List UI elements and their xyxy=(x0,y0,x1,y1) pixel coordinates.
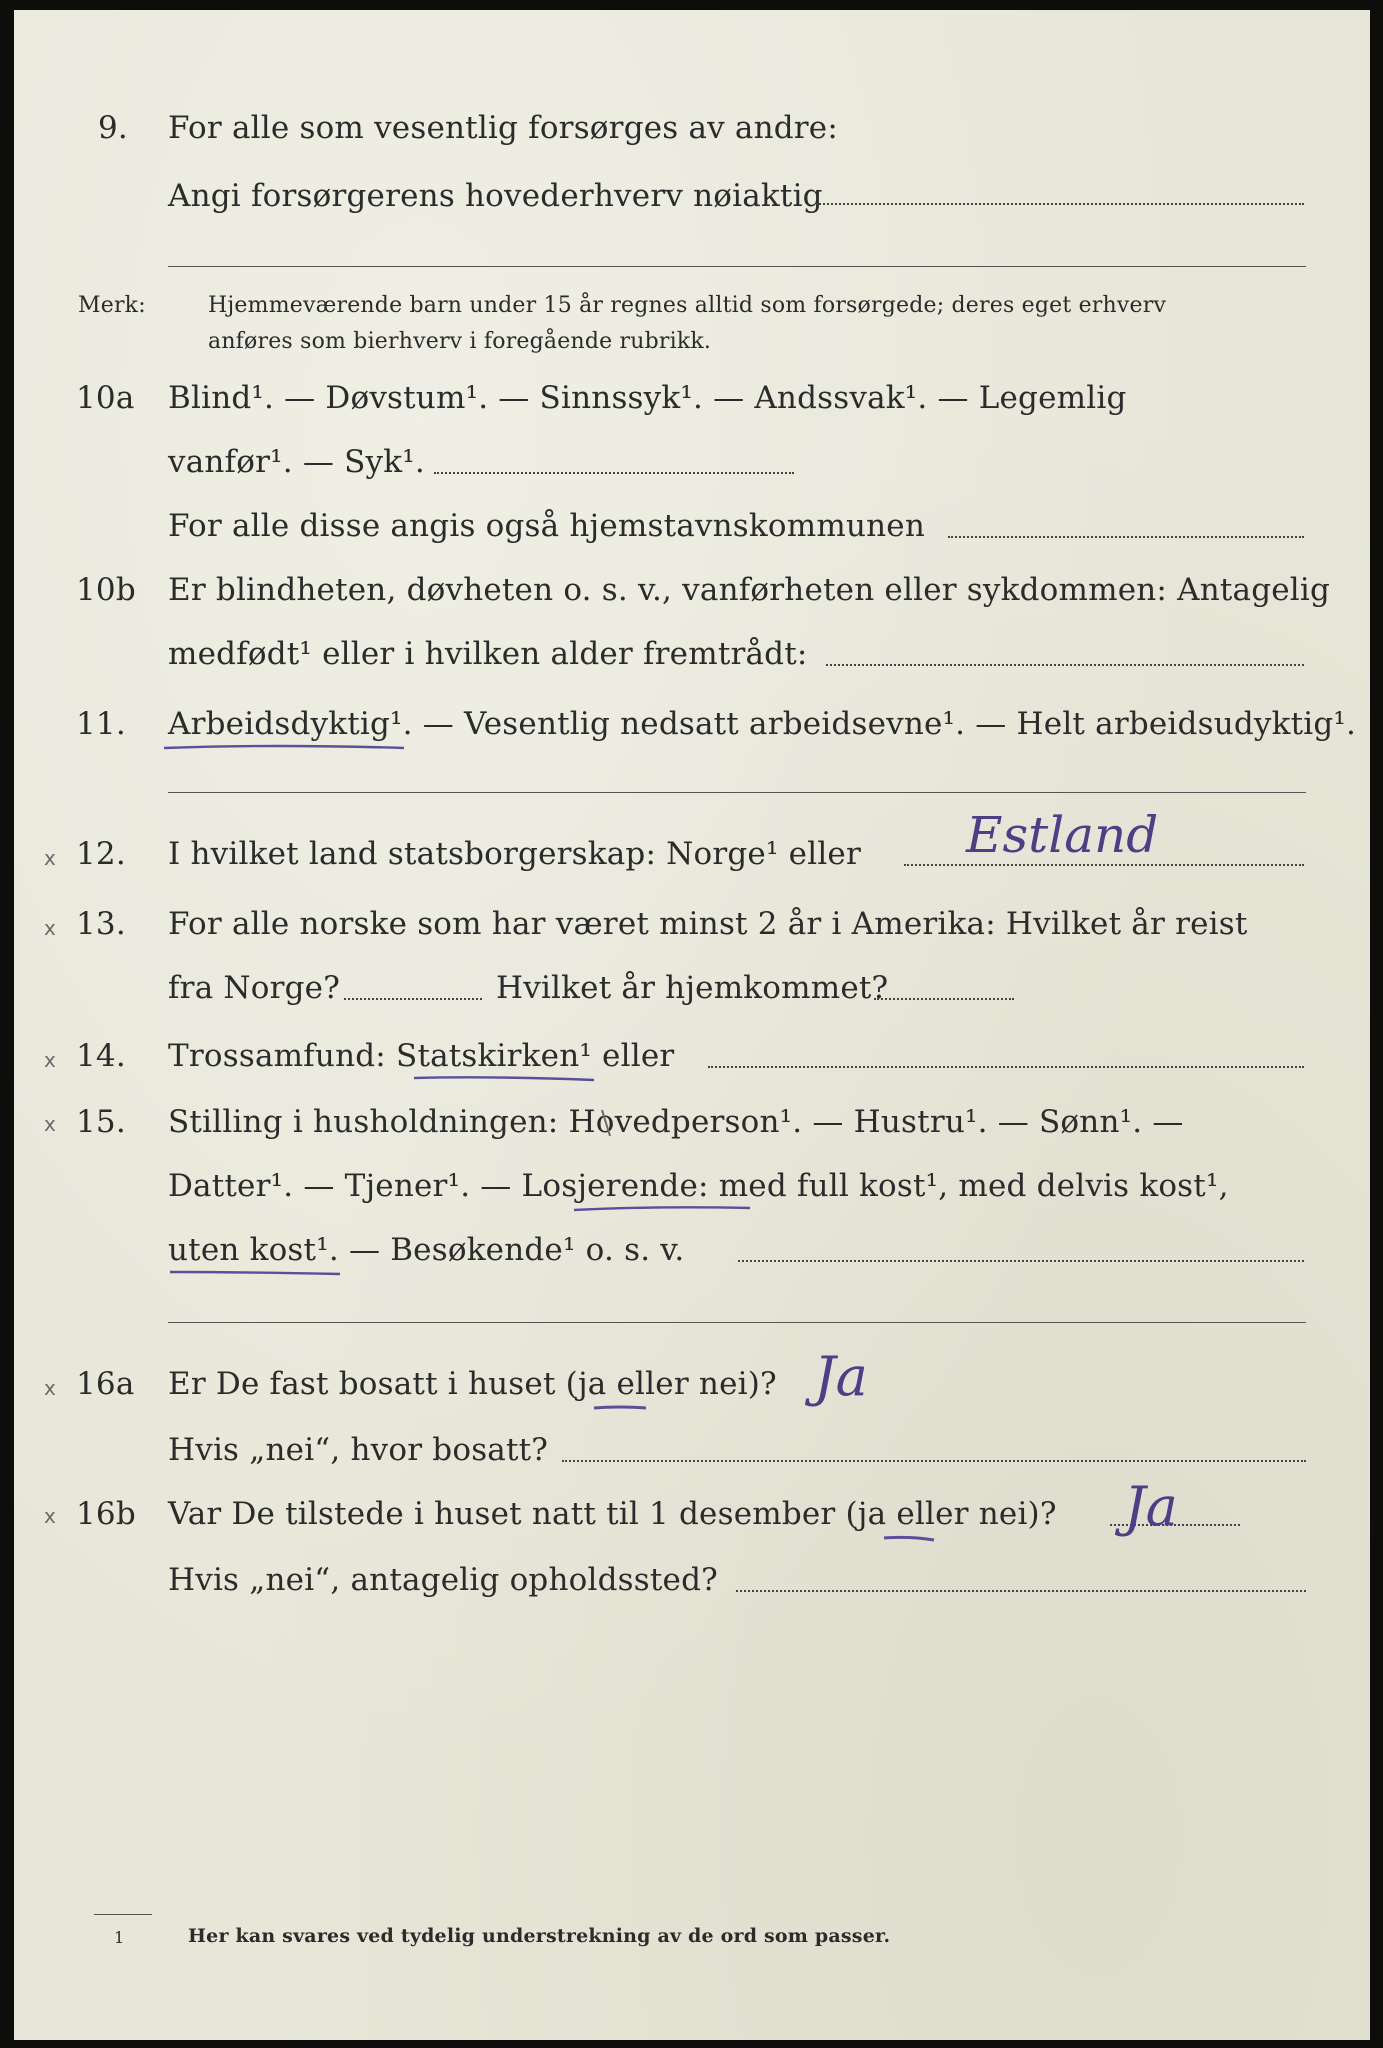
q12-line1: I hvilket land statsborgerskap: Norge¹ eller xyxy=(168,836,861,872)
q10a-line2: vanfør¹. — Syk¹. xyxy=(168,444,425,480)
q16a-number: 16a xyxy=(76,1366,135,1402)
q16a-line1: Er De fast bosatt i huset (ja eller nei)? xyxy=(168,1366,777,1402)
underline-hovedperson xyxy=(602,1110,610,1136)
underline-statskirken xyxy=(414,1077,594,1080)
q16b-line1: Var De tilstede i huset natt til 1 desember (ja eller nei)? xyxy=(168,1496,1057,1532)
q10a-line3: For alle disse angis også hjemstavnskommunen xyxy=(168,508,925,544)
q16b-handwritten-answer: Ja xyxy=(1124,1475,1178,1538)
q16a-handwritten-answer: Ja xyxy=(814,1345,868,1408)
q12-number: 12. xyxy=(76,836,126,872)
q12-handwritten-answer: Estland xyxy=(966,806,1159,864)
q16a-line2: Hvis „nei“, hvor bosatt? xyxy=(168,1432,549,1468)
q15-margin-mark: x xyxy=(44,1112,56,1136)
q16b-line2: Hvis „nei“, antagelig opholdssted? xyxy=(168,1562,718,1598)
underline-ja-16b xyxy=(884,1537,934,1540)
pen-underlines xyxy=(14,10,1370,2040)
merk-line2: anføres som bierhverv i foregående rubrikk. xyxy=(208,329,712,354)
q16b-number: 16b xyxy=(76,1496,136,1532)
merk-line1: Hjemmeværende barn under 15 år regnes alltid som forsørgede; deres eget erhverv xyxy=(208,293,1167,318)
q15-line3: uten kost¹. — Besøkende¹ o. s. v. xyxy=(168,1232,685,1268)
footnote-text: Her kan svares ved tydelig understrekning av de ord som passer. xyxy=(188,1925,891,1947)
q15-number: 15. xyxy=(76,1104,126,1140)
q10b-line1: Er blindheten, døvheten o. s. v., vanførheten eller sykdommen: Antagelig xyxy=(168,572,1331,608)
q10a-number: 10a xyxy=(76,380,135,416)
q10a-line1: Blind¹. — Døvstum¹. — Sinnssyk¹. — Andssvak¹. — Legemlig xyxy=(168,380,1127,416)
q14-line1: Trossamfund: Statskirken¹ eller xyxy=(168,1038,675,1074)
q13-line2b: Hvilket år hjemkommet? xyxy=(496,970,889,1006)
q9-line2: Angi forsørgerens hovederhverv nøiaktig xyxy=(168,178,823,214)
q15-line2: Datter¹. — Tjener¹. — Losjerende: med full kost¹, med delvis kost¹, xyxy=(168,1168,1229,1204)
q10b-number: 10b xyxy=(76,572,136,608)
q10b-line2: medfødt¹ eller i hvilken alder fremtrådt: xyxy=(168,636,808,672)
q11-line1: Arbeidsdyktig¹. — Vesentlig nedsatt arbeidsevne¹. — Helt arbeidsudyktig¹. xyxy=(168,706,1357,742)
q16a-margin-mark: x xyxy=(44,1376,56,1400)
q14-number: 14. xyxy=(76,1038,126,1074)
q15-line1: Stilling i husholdningen: Hovedperson¹. — Hustru¹. — Sønn¹. — xyxy=(168,1104,1184,1140)
underline-arbeidsdyktig xyxy=(164,746,404,748)
q12-margin-mark: x xyxy=(44,846,56,870)
q13-number: 13. xyxy=(76,906,126,942)
q9-number: 9. xyxy=(98,110,128,146)
q9-line1: For alle som vesentlig forsørges av andre: xyxy=(168,110,838,146)
census-form-page xyxy=(14,10,1370,2040)
merk-label: Merk: xyxy=(78,293,146,318)
q13-margin-mark: x xyxy=(44,916,56,940)
underline-ja-16a xyxy=(594,1407,646,1408)
q16b-margin-mark: x xyxy=(44,1504,56,1528)
underline-uten-kost xyxy=(170,1272,340,1274)
footnote-marker: 1 xyxy=(114,1928,125,1947)
q13-line1: For alle norske som har været minst 2 år i Amerika: Hvilket år reist xyxy=(168,906,1248,942)
underline-losjerende xyxy=(574,1207,750,1210)
q13-line2a: fra Norge? xyxy=(168,970,341,1006)
q14-margin-mark: x xyxy=(44,1048,56,1072)
q11-number: 11. xyxy=(76,706,126,742)
